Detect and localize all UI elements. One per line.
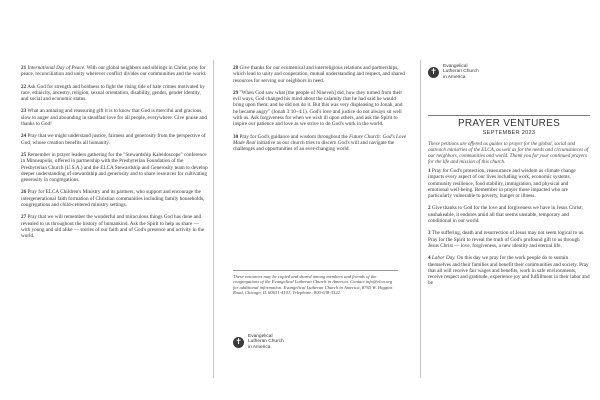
petition: [21, 108, 209, 127]
petition: [21, 133, 209, 146]
logo-text: Evangelical Lutheran Church in America: [443, 64, 479, 80]
petition-text: initiative as our church tries to discern God's will and navigate the challenges and opportunities of an ever-changing world.: [233, 139, 395, 153]
note-rule: [233, 270, 398, 271]
note-text: These resources may be copied and shared among members and friends of the congregations of the Evangelical Lutheran Church in America. Contact info@elca.org for additional information. Evangelical Lutheran Church in America, 8765 W. Higgins Road, Chicago, IL 60631-4101. Telephone: 800-638-3522.: [233, 274, 393, 296]
petition-initiative-name: Future Church: God's Love Made Real: [233, 133, 407, 146]
petition: [21, 152, 209, 183]
title-rule: [428, 115, 590, 116]
left-column: [21, 65, 209, 246]
fold-line-1: [213, 60, 214, 378]
petition: [233, 65, 408, 84]
fold-line-2: [420, 60, 421, 378]
petition-text: Ask God for strength and boldness to fight the rising tide of hate crimes motivated by race, ethnicity, ancestry, religion, sexual orientation, disability, gender, gender identity, and social and economic status.: [21, 83, 205, 103]
middle-column: [233, 65, 408, 159]
petition-number: 30: [233, 133, 239, 140]
petition: [233, 134, 408, 153]
petition: [21, 189, 209, 208]
petition-number: 21: [21, 65, 27, 71]
petition-text: What an amazing and reassuring gift it is to know that God is merciful and gracious, slow to anger and abounding in steadfast love for all people, everywhere. Give praise and thanks to God!: [21, 108, 207, 128]
petition-text: Give thanks for our ecumenical and interreligious relations and partnerships, which lead to unity and cooperation, mutual understanding and respect, and shared resources for serving our neighbors in need.: [233, 65, 405, 84]
petition: [21, 214, 209, 239]
petition-text: Give thanks to God for the love and forgiveness we have in Jesus Christ; unshakeable, it endures amid all that seems unstable, temporary and conditional in our world.: [428, 205, 583, 225]
copyright-note: [233, 270, 398, 296]
logo-text: Evangelical Lutheran Church in America: [248, 334, 284, 350]
petition: [21, 84, 209, 103]
petition-number: 22: [21, 83, 27, 90]
petition-text: Pray for ELCA Children's Ministry and its partners, who support and encourage the intergenerational faith formation of Christian communities including family households, congregations and child-centered ministry settings.: [21, 189, 205, 209]
petition-number: 26: [21, 189, 27, 196]
petition-number: 3: [428, 230, 431, 237]
petition-text: Pray for God's protection, reassurance and wisdom as climate change impacts every aspect of our lives including work, economic systems, community resilience, food stability, immigration, and physical and emotional well-being. Remember in prayer those impacted who are particularly vulnerable to poverty, hunger or illness.: [428, 168, 576, 200]
petition-number: 25: [21, 151, 27, 158]
petition-number: 27: [21, 214, 27, 221]
page-subtitle: SEPTEMBER 2023: [482, 130, 536, 136]
intro-text: These petitions are offered as guides to prayer for the global, social and outreach ministries of the ELCA, as well as for the needs and circumstances of our neighbors, communities and world. Thank you for your continued prayers for the life and mission of this church.: [428, 141, 589, 166]
petition-text: On this day we pray for the work people do to sustain themselves and their families and benefit their communities and society. Pray that all will receive fair wages and benefits, work in safe environments, receive respect and gratitude, experience joy and fulfillment in their labor and be: [428, 255, 590, 287]
petition: [233, 90, 408, 128]
petition: [21, 65, 209, 78]
page-title: PRAYER VENTURES: [457, 118, 561, 129]
petition: [428, 230, 590, 249]
petition-heading: International Day of Peace.: [27, 65, 86, 71]
petition-text: "When God saw what [the people of Nineveh] did, how they turned from their evil ways, God changed his mind about the calamity that he had said he would bring upon them; and he did not do it. But this was very displeasing to Jonah, and he became angry" (Jonah 3:10–4:1). God's love and justice do not always sit well with us. Ask forgiveness for when we wish ill upon others, and ask the Spirit to inspire our patience and love as we strive to do God's work in the world.: [233, 89, 403, 128]
petition-text: Pray for God's guidance and wisdom throughout the: [239, 133, 350, 140]
petition-number: 29: [233, 89, 239, 96]
right-column: [428, 168, 590, 293]
cross-logo-icon: ✝: [428, 67, 439, 78]
petition-number: 23: [21, 108, 27, 115]
petition-number: 1: [428, 168, 431, 174]
petition-text: The suffering, death and resurrection of Jesus may not seem logical to us. Pray for the Spirit to reveal the truth of God's profound gift to us through Jesus Christ — love, forgiveness, a new identity and eternal life.: [428, 230, 585, 249]
petition-number: 4: [428, 255, 431, 262]
petition-heading: Labor Day.: [431, 255, 456, 262]
petition-text: Pray that we might understand justice, fairness and generosity from the perspective of God, whose creation benefits all humanity.: [21, 133, 206, 146]
cross-logo-icon: ✝: [233, 337, 244, 348]
petition: [428, 205, 590, 224]
petition: [428, 255, 590, 286]
petition-number: 2: [428, 205, 431, 212]
elca-logo-top: [428, 64, 479, 80]
petition-number: 24: [21, 133, 27, 140]
petition-text: Pray that we will remember the wonderful and miraculous things God has done and revealed to us throughout the history of humankind. Ask the Spirit to help us share — with young and old alike — stories of our faith and of God's presence and activity in the world.: [21, 214, 205, 240]
elca-logo-bottom: [233, 334, 284, 350]
petition-text: Remember in prayer leaders gathering for the "Stewardship Kaleidoscope" conference in Minneapolis, offered in partnership with the Presbyterian Foundation of the Presbyterian Church (U.S.A.) and the ELCA Stewardship and Generosity team to develop deeper understanding of stewardship and generosity and to share resources for cultivating generosity in congregations.: [21, 151, 208, 184]
petition: [428, 168, 590, 199]
petition-number: 28: [233, 65, 239, 71]
petition-text: With our global neighbors and siblings in Christ, pray for peace, reconciliation and unity wherever conflict divides our communities and the world.: [21, 65, 207, 78]
